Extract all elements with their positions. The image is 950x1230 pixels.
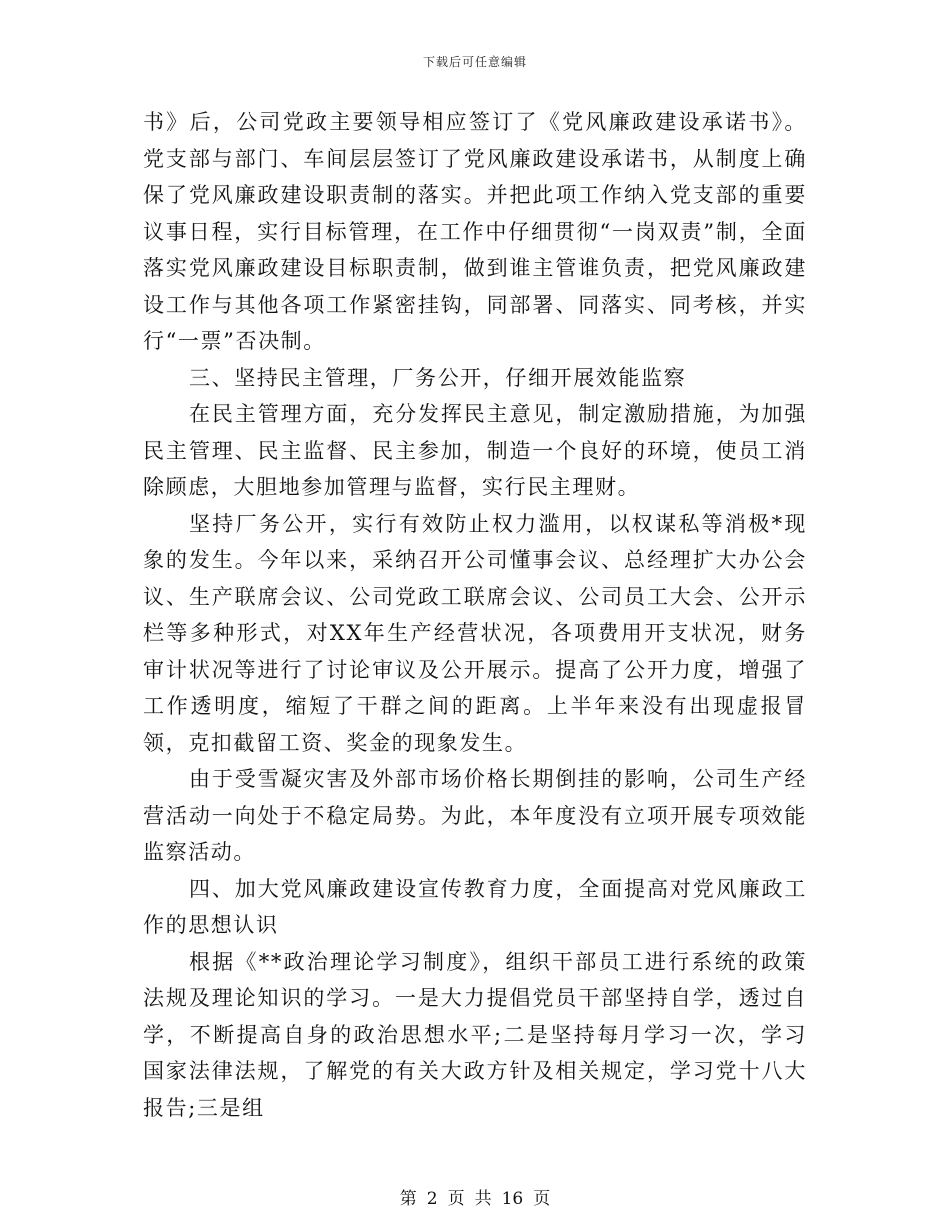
footer-label-end: 页 xyxy=(533,1189,551,1209)
paragraph: 书》后，公司党政主要领导相应签订了《党风廉政建设承诺书》。党支部与部门、车间层层签订了党风廉政建设承诺书，从制度上确保了党风廉政建设职责制的落实。并把此项工作纳入党支部的重要议事日程，实行目标管理，在工作中仔细贯彻“一岗双责”制，全面落实党风廉政建设目标职责制，做到谁主管谁负责，把党风廉政建设工作与其他各项工作紧密挂钩，同部署、同落实、同考核，并实行“一票”否决制。 xyxy=(143,110,807,353)
footer-label-of: 页 xyxy=(447,1189,465,1209)
footer-label-total: 共 xyxy=(474,1189,492,1209)
paragraph: 根据《**政治理论学习制度》，组织干部员工进行系统的政策法规及理论知识的学习。一是大力提倡党员干部坚持自学，透过自学，不断提高自身的政治思想水平;二是坚持每月学习一次，学习国家法律法规，了解党的有关大政方针及相关规定，学习党十八大报告;三是组 xyxy=(143,949,807,1120)
document-body xyxy=(143,104,807,1126)
paragraph: 坚持厂务公开，实行有效防止权力滥用，以权谋私等消极*现象的发生。今年以来，采纳召开公司懂事会议、总经理扩大办公会议、生产联席会议、公司党政工联席会议、公司员工大会、公开示栏等多种形式，对XX年生产经营状况，各项费用开支状况，财务审计状况等进行了讨论审议及公开展示。提高了公开力度，增强了工作透明度，缩短了干群之间的距离。上半年来没有出现虚报冒领，克扣截留工资、奖金的现象发生。 xyxy=(143,511,807,755)
page-header: 下载后可任意编辑 xyxy=(422,55,527,69)
paragraph: 由于受雪凝灾害及外部市场价格长期倒挂的影响，公司生产经营活动一向处于不稳定局势。为此，本年度没有立项开展专项效能监察活动。 xyxy=(143,767,807,864)
current-page-number: 2 xyxy=(426,1189,438,1209)
total-page-count: 16 xyxy=(501,1189,524,1209)
section-heading: 三、坚持民主管理，厂务公开，仔细开展效能监察 xyxy=(189,365,687,390)
footer-label-page: 第 xyxy=(399,1189,417,1209)
section-heading: 四、加大党风廉政建设宣传教育力度，全面提高对党风廉政工作的思想认识 xyxy=(143,876,807,937)
paragraph: 在民主管理方面，充分发挥民主意见，制定激励措施，为加强民主管理、民主监督、民主参加，制造一个良好的环境，使员工消除顾虑，大胆地参加管理与监督，实行民主理财。 xyxy=(143,402,807,499)
page-footer xyxy=(0,1184,950,1209)
